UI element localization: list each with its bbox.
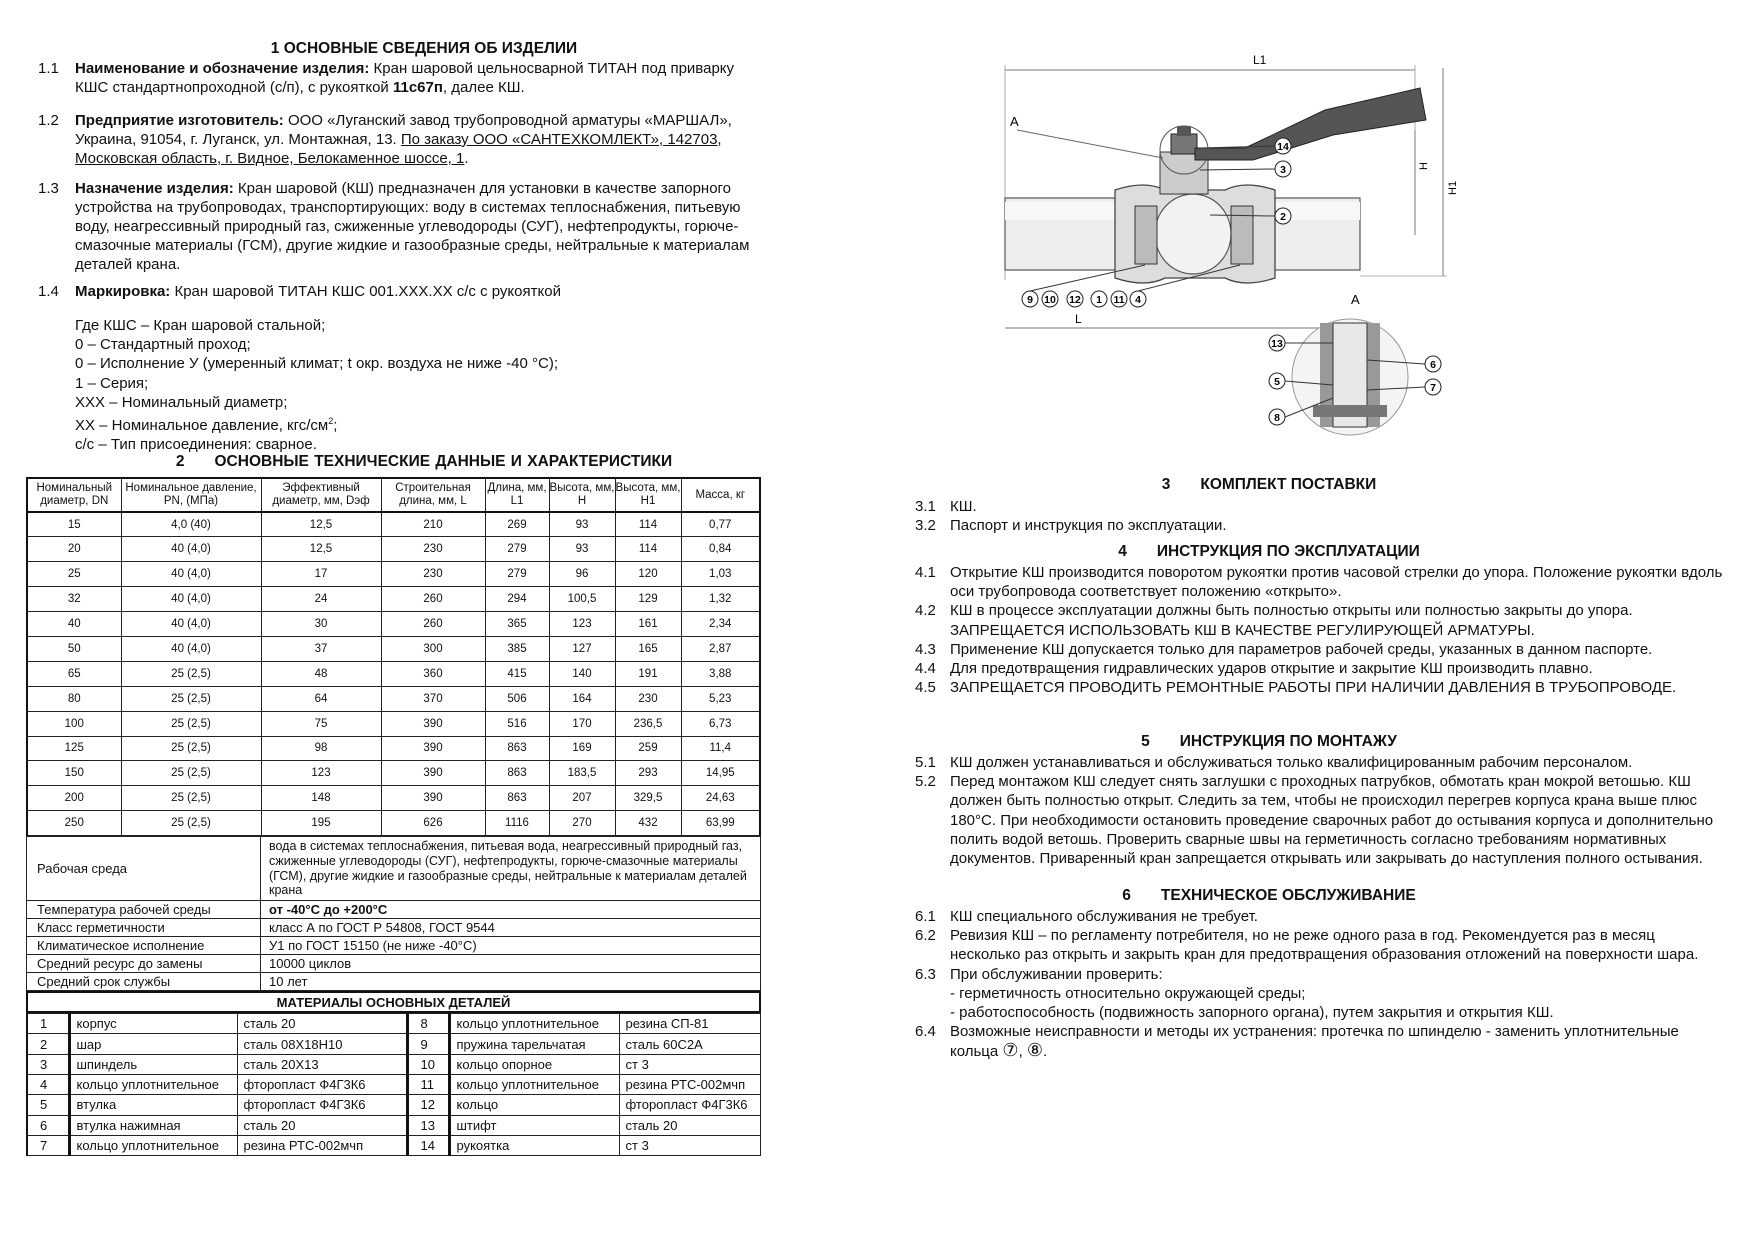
- list-item-text: Перед монтажом КШ следует снять заглушки с проходных патрубков, обмотать кран мокрой ветошью. КШ должен быть полностью открыт. Следить за тем, чтобы не происходил перегрев корпуса крана выше плюс 180°С. При необходимости остановить проведение сварочных работ до остывания корпуса и дополнительно полить водой ветошь. Проверить сварные швы на герметичность согласно требованиям нормативных документов. Приваренный кран запрещается открывать или закрывать до наступления полного остывания.: [950, 773, 1714, 868]
- spec-cell: 863: [485, 736, 549, 761]
- spec-cell: 123: [261, 761, 381, 786]
- spec-cell: 270: [549, 811, 615, 836]
- spec-row: [27, 636, 760, 661]
- col-h1: Высота, мм, H1: [615, 478, 681, 512]
- material-part: шар: [69, 1034, 237, 1054]
- spec-cell: 17: [261, 562, 381, 587]
- list-item: [915, 497, 1727, 516]
- spec-cell: 64: [261, 686, 381, 711]
- spec-row: [27, 711, 760, 736]
- spec-cell: 114: [615, 537, 681, 562]
- list-item: [915, 516, 1727, 535]
- spec-table: [26, 477, 761, 836]
- info-label: Климатическое исполнение: [27, 937, 261, 955]
- col-deff: Эффективный диаметр, мм, Dэф: [261, 478, 381, 512]
- col-dn: Номинальный диаметр, DN: [27, 478, 121, 512]
- spec-cell: 65: [27, 661, 121, 686]
- list-item-text: Применение КШ допускается только для параметров рабочей среды, указанных в данном паспорте.: [950, 640, 1653, 658]
- section-3: [915, 476, 1727, 535]
- spec-cell: 195: [261, 811, 381, 836]
- materials-title: МАТЕРИАЛЫ ОСНОВНЫХ ДЕТАЛЕЙ: [26, 991, 761, 1013]
- material-value: резина СП-81: [619, 1014, 761, 1034]
- spec-cell: 370: [381, 686, 485, 711]
- spec-row: [27, 811, 760, 836]
- section-6: [915, 887, 1727, 1062]
- info-value: класс А по ГОСТ Р 54808, ГОСТ 9544: [261, 919, 761, 937]
- leader-3: [1200, 169, 1275, 170]
- spec-cell: 40 (4,0): [121, 562, 261, 587]
- spec-cell: 40 (4,0): [121, 612, 261, 637]
- spec-cell: 415: [485, 661, 549, 686]
- valve-drawing: [995, 40, 1655, 460]
- spec-cell: 93: [549, 537, 615, 562]
- info-value: У1 по ГОСТ 15150 (не ниже -40°С): [261, 937, 761, 955]
- spec-cell: 2,34: [681, 612, 760, 637]
- spec-cell: 329,5: [615, 786, 681, 811]
- spec-cell: 12,5: [261, 512, 381, 537]
- material-part: шпиндель: [69, 1054, 237, 1074]
- list-item: [915, 563, 1727, 601]
- material-num: 2: [27, 1034, 69, 1054]
- spec-cell: 236,5: [615, 711, 681, 736]
- spec-cell: 390: [381, 761, 485, 786]
- spec-cell: 129: [615, 587, 681, 612]
- spec-cell: 127: [549, 636, 615, 661]
- material-num: 5: [27, 1095, 69, 1115]
- spec-cell: 230: [381, 562, 485, 587]
- spec-cell: 100,5: [549, 587, 615, 612]
- detail-a: [1269, 292, 1441, 435]
- spec-cell: 80: [27, 686, 121, 711]
- spec-cell: 37: [261, 636, 381, 661]
- spec-cell: 863: [485, 761, 549, 786]
- list-item: [915, 659, 1727, 678]
- material-num: 9: [407, 1034, 449, 1054]
- stem-nut: [1171, 134, 1197, 154]
- section-2-title: 2 ОСНОВНЫЕ ТЕХНИЧЕСКИЕ ДАННЫЕ И ХАРАКТЕРИСТИКИ: [175, 453, 673, 470]
- spec-cell: 25: [27, 562, 121, 587]
- section-4-list: [915, 563, 1727, 697]
- item-6-3: 6.3 При обслуживании проверить:: [915, 965, 1163, 983]
- spec-cell: 165: [615, 636, 681, 661]
- list-item-num: 3.1: [915, 498, 936, 515]
- list-item-text: Паспорт и инструкция по эксплуатации.: [950, 517, 1227, 535]
- spec-row: [27, 512, 760, 537]
- material-num: 8: [407, 1014, 449, 1034]
- ball: [1155, 194, 1231, 274]
- spec-cell: 230: [381, 537, 485, 562]
- col-h: Высота, мм, H: [549, 478, 615, 512]
- material-part: кольцо опорное: [449, 1054, 619, 1074]
- list-item: [915, 601, 1727, 639]
- material-row: [27, 1135, 761, 1155]
- pipe-highlight: [1005, 202, 1115, 220]
- info-label: Класс герметичности: [27, 919, 261, 937]
- section-5-list: [915, 753, 1727, 868]
- material-value: ст 3: [619, 1054, 761, 1074]
- spec-cell: 191: [615, 661, 681, 686]
- spec-cell: 293: [615, 761, 681, 786]
- spec-cell: 210: [381, 512, 485, 537]
- spec-cell: 279: [485, 562, 549, 587]
- spec-cell: 11,4: [681, 736, 760, 761]
- material-value: сталь 60С2А: [619, 1034, 761, 1054]
- material-value: резина РТС-002мчп: [619, 1074, 761, 1094]
- spec-cell: 25 (2,5): [121, 711, 261, 736]
- list-item-num: 5.1: [915, 754, 936, 771]
- spec-cell: 114: [615, 512, 681, 537]
- material-num: 3: [27, 1054, 69, 1074]
- spec-row: [27, 686, 760, 711]
- list-item: [915, 772, 1727, 868]
- spec-cell: 863: [485, 786, 549, 811]
- material-part: корпус: [69, 1014, 237, 1034]
- spec-cell: 123: [549, 612, 615, 637]
- stem-top: [1177, 126, 1191, 136]
- callout-11-text: 11: [1113, 294, 1125, 306]
- callout-8-text: 8: [1274, 412, 1280, 424]
- dim-l-label: L: [1075, 312, 1082, 326]
- spec-cell: 20: [27, 537, 121, 562]
- spec-cell: 170: [549, 711, 615, 736]
- section-5: [915, 733, 1727, 868]
- section-6-title: 6 ТЕХНИЧЕСКОЕ ОБСЛУЖИВАНИЕ: [1122, 887, 1416, 904]
- spec-cell: 0,77: [681, 512, 760, 537]
- material-value: фторопласт Ф4Г3К6: [237, 1074, 407, 1094]
- material-part: пружина тарельчатая: [449, 1034, 619, 1054]
- spec-cell: 390: [381, 711, 485, 736]
- spec-cell: 25 (2,5): [121, 686, 261, 711]
- medium-value: вода в системах теплоснабжения, питьевая вода, неагрессивный природный газ, сжиженные углеводороды (СУГ), нефтепродукты, горюче-смазочные материалы (ГСМ), другие жидкие и газообразные среды, нейтральные к материалам деталей крана: [261, 837, 761, 901]
- spec-row: [27, 537, 760, 562]
- list-item-num: 4.2: [915, 602, 936, 620]
- material-row: [27, 1074, 761, 1094]
- material-value: сталь 20: [237, 1115, 407, 1135]
- list-item-num: 3.2: [915, 517, 936, 535]
- spec-cell: 365: [485, 612, 549, 637]
- col-mass: Масса, кг: [681, 478, 760, 512]
- material-num: 4: [27, 1074, 69, 1094]
- spec-cell: 125: [27, 736, 121, 761]
- spec-cell: 516: [485, 711, 549, 736]
- spec-cell: 390: [381, 786, 485, 811]
- material-value: сталь 20: [619, 1115, 761, 1135]
- material-part: втулка нажимная: [69, 1115, 237, 1135]
- callout-3-text: 3: [1280, 164, 1286, 176]
- spec-cell: 2,87: [681, 636, 760, 661]
- spec-row: [27, 761, 760, 786]
- callout-14-text: 14: [1277, 141, 1289, 153]
- info-label: Температура рабочей среды: [27, 901, 261, 919]
- spec-cell: 5,23: [681, 686, 760, 711]
- material-num: 12: [407, 1095, 449, 1115]
- material-value: сталь 20Х13: [237, 1054, 407, 1074]
- spec-cell: 169: [549, 736, 615, 761]
- spec-cell: 25 (2,5): [121, 811, 261, 836]
- spec-cell: 25 (2,5): [121, 761, 261, 786]
- spec-cell: 3,88: [681, 661, 760, 686]
- material-value: сталь 08Х18Н10: [237, 1034, 407, 1054]
- material-part: втулка: [69, 1095, 237, 1115]
- callout-13-text: 13: [1271, 338, 1283, 350]
- callout-10-text: 10: [1044, 294, 1056, 306]
- spec-row: [27, 661, 760, 686]
- spec-cell: 24,63: [681, 786, 760, 811]
- spec-cell: 279: [485, 537, 549, 562]
- spec-cell: 50: [27, 636, 121, 661]
- callout-7-text: 7: [1430, 382, 1436, 394]
- para-1-2: 1.2 Предприятие изготовитель: ООО «Луганский завод трубопроводной арматуры «МАРШАЛ», Украина, 91054, г. Луганск, ул. Монтажная, 13. По заказу ООО «САНТЕХКОМЛЕКТ», 142703, Московская область, г. Видное, Белокаменное шоссе, 1.: [38, 112, 732, 167]
- materials-table: [26, 1013, 761, 1156]
- list-item-text: КШ в процессе эксплуатации должны быть полностью открыты или полностью закрыты до упора. ЗАПРЕЩАЕТСЯ ИСПОЛЬЗОВАТЬ КШ В КАЧЕСТВЕ РЕГУЛИРУЮЩЕЙ АРМАТУРЫ.: [950, 602, 1633, 639]
- material-num: 14: [407, 1135, 449, 1155]
- spec-cell: 140: [549, 661, 615, 686]
- spec-cell: 390: [381, 736, 485, 761]
- spec-cell: 294: [485, 587, 549, 612]
- section-5-title: 5 ИНСТРУКЦИЯ ПО МОНТАЖУ: [1141, 733, 1397, 750]
- material-num: 1: [27, 1014, 69, 1034]
- handle: [1195, 88, 1426, 160]
- info-table: [26, 836, 761, 991]
- material-part: штифт: [449, 1115, 619, 1135]
- section-3-title: 3 КОМПЛЕКТ ПОСТАВКИ: [1161, 476, 1377, 493]
- info-row: [27, 973, 761, 991]
- spec-cell: 98: [261, 736, 381, 761]
- spec-cell: 14,95: [681, 761, 760, 786]
- section-3-list: [915, 497, 1727, 535]
- spec-cell: 200: [27, 786, 121, 811]
- info-value: от -40°С до +200°С: [261, 901, 761, 919]
- spec-cell: 120: [615, 562, 681, 587]
- spec-cell: 626: [381, 811, 485, 836]
- spec-cell: 24: [261, 587, 381, 612]
- material-part: рукоятка: [449, 1135, 619, 1155]
- spec-cell: 260: [381, 587, 485, 612]
- seat-right: [1231, 206, 1253, 264]
- spec-row: [27, 786, 760, 811]
- list-item-text: Для предотвращения гидравлических ударов открытие и закрытие КШ производить плавно.: [950, 660, 1593, 678]
- spec-cell: 432: [615, 811, 681, 836]
- spec-cell: 269: [485, 512, 549, 537]
- info-row: [27, 937, 761, 955]
- seat-left: [1135, 206, 1157, 264]
- info-row: [27, 955, 761, 973]
- section-4: [915, 543, 1727, 697]
- list-item: [915, 753, 1727, 772]
- material-value: ст 3: [619, 1135, 761, 1155]
- col-l1: Длина, мм, L1: [485, 478, 549, 512]
- spec-cell: 40 (4,0): [121, 636, 261, 661]
- detail-a-label: A: [1351, 292, 1360, 307]
- para-1-4: 1.4 Маркировка: Кран шаровой ТИТАН КШС 001.ХХХ.ХХ с/с с рукояткой: [38, 283, 561, 300]
- spec-cell: 230: [615, 686, 681, 711]
- list-item-text: КШ должен устанавливаться и обслуживаться только квалифицированным рабочим персоналом.: [950, 754, 1633, 771]
- list-item-text: ЗАПРЕЩАЕТСЯ ПРОВОДИТЬ РЕМОНТНЫЕ РАБОТЫ ПРИ НАЛИЧИИ ДАВЛЕНИЯ В ТРУБОПРОВОДЕ.: [950, 679, 1677, 697]
- list-item: [915, 678, 1727, 697]
- spec-cell: 183,5: [549, 761, 615, 786]
- spec-cell: 100: [27, 711, 121, 736]
- medium-label: Рабочая среда: [27, 837, 261, 901]
- spec-cell: 48: [261, 661, 381, 686]
- spec-cell: 260: [381, 612, 485, 637]
- dim-h1-label: H1: [1447, 180, 1459, 195]
- item-6-3b: - работоспособность (подвижность запорного органа), путем закрытия и открытия КШ.: [950, 1004, 1554, 1022]
- spec-cell: 161: [615, 612, 681, 637]
- section-4-title: 4 ИНСТРУКЦИЯ ПО ЭКСПЛУАТАЦИИ: [1118, 543, 1420, 560]
- material-part: кольцо уплотнительное: [69, 1135, 237, 1155]
- spec-block: [26, 477, 761, 1156]
- list-item-num: 4.1: [915, 564, 936, 581]
- list-item-num: 4.3: [915, 640, 936, 658]
- spec-cell: 40: [27, 612, 121, 637]
- material-row: [27, 1054, 761, 1074]
- material-part: кольцо уплотнительное: [449, 1074, 619, 1094]
- material-value: фторопласт Ф4Г3К6: [237, 1095, 407, 1115]
- callout-9-text: 9: [1027, 294, 1033, 306]
- spec-cell: 0,84: [681, 537, 760, 562]
- view-a-label: A: [1010, 114, 1019, 129]
- spec-cell: 259: [615, 736, 681, 761]
- list-item-num: 4.5: [915, 679, 936, 697]
- material-value: резина РТС-002мчп: [237, 1135, 407, 1155]
- material-num: 6: [27, 1115, 69, 1135]
- info-value: 10000 циклов: [261, 955, 761, 973]
- info-value: 10 лет: [261, 973, 761, 991]
- callout-1-text: 1: [1096, 294, 1102, 306]
- material-part: кольцо уплотнительное: [69, 1074, 237, 1094]
- info-row: [27, 901, 761, 919]
- para-1-1: 1.1 Наименование и обозначение изделия: Кран шаровой цельносварной ТИТАН под приварку КШС стандартнопроходной (с/п), с рукояткой 11с67п, далее КШ.: [38, 60, 735, 96]
- detail-flange: [1313, 405, 1387, 417]
- spec-cell: 12,5: [261, 537, 381, 562]
- spec-row: [27, 587, 760, 612]
- spec-cell: 63,99: [681, 811, 760, 836]
- material-row: [27, 1115, 761, 1135]
- spec-cell: 25 (2,5): [121, 661, 261, 686]
- spec-cell: 150: [27, 761, 121, 786]
- info-row: [27, 919, 761, 937]
- list-item-num: 5.2: [915, 773, 936, 791]
- spec-cell: 32: [27, 587, 121, 612]
- para-1-3: 1.3 Назначение изделия: Кран шаровой (КШ) предназначен для установки в качестве запорного устройства на трубопроводах, транспортирующих: воду в системах теплоснабжения, питьевую воду, неагрессивный природный газ, сжиженные углеводороды (СУГ), нефтепродукты, горюче-смазочные материалы (ГСМ), другие жидкие и газообразные среды, нейтральные к материалам деталей крана.: [38, 180, 750, 273]
- spec-cell: 40 (4,0): [121, 537, 261, 562]
- section-1-title: 1 ОСНОВНЫЕ СВЕДЕНИЯ ОБ ИЗДЕЛИИ: [270, 40, 578, 57]
- list-item-num: 4.4: [915, 660, 936, 678]
- spec-cell: 93: [549, 512, 615, 537]
- callout-4-text: 4: [1135, 294, 1141, 306]
- spec-row: [27, 612, 760, 637]
- material-row: [27, 1014, 761, 1034]
- material-value: сталь 20: [237, 1014, 407, 1034]
- spec-cell: 1116: [485, 811, 549, 836]
- material-num: 11: [407, 1074, 449, 1094]
- spec-cell: 250: [27, 811, 121, 836]
- spec-row: [27, 562, 760, 587]
- spec-row: [27, 736, 760, 761]
- col-l: Строительная длина, мм, L: [381, 478, 485, 512]
- spec-cell: 4,0 (40): [121, 512, 261, 537]
- material-num: 13: [407, 1115, 449, 1135]
- callout-2-text: 2: [1280, 211, 1286, 223]
- spec-cell: 25 (2,5): [121, 786, 261, 811]
- callout-6-text: 6: [1430, 359, 1436, 371]
- list-item-text: КШ.: [950, 498, 977, 515]
- material-value: фторопласт Ф4Г3К6: [619, 1095, 761, 1115]
- list-item-text: Открытие КШ производится поворотом рукоятки против часовой стрелки до упора. Положение рукоятки вдоль оси трубопровода соответствует положению «открыто».: [950, 564, 1723, 601]
- material-row: [27, 1034, 761, 1054]
- col-pn: Номинальное давление, PN, (МПа): [121, 478, 261, 512]
- info-label: Средний срок службы: [27, 973, 261, 991]
- section-6-list: [915, 907, 1727, 1062]
- spec-cell: 385: [485, 636, 549, 661]
- spec-cell: 506: [485, 686, 549, 711]
- spec-cell: 15: [27, 512, 121, 537]
- spec-cell: 75: [261, 711, 381, 736]
- material-num: 7: [27, 1135, 69, 1155]
- dim-l1-label: L1: [1253, 53, 1267, 67]
- spec-cell: 300: [381, 636, 485, 661]
- item-6-2: 6.2 Ревизия КШ – по регламенту потребителя, но не реже одного раза в год. Рекомендуется раз в месяц несколько раз открыть и закрыть кран для предотвращения образования отложений на поверхности шара.: [915, 927, 1699, 964]
- spec-cell: 207: [549, 786, 615, 811]
- spec-cell: 40 (4,0): [121, 587, 261, 612]
- item-6-3a: - герметичность относительно окружающей среды;: [950, 984, 1306, 1002]
- view-a-leader: [1017, 130, 1163, 158]
- material-part: кольцо: [449, 1095, 619, 1115]
- spec-cell: 360: [381, 661, 485, 686]
- callout-12-text: 12: [1069, 294, 1081, 306]
- callout-5-text: 5: [1274, 376, 1280, 388]
- spec-cell: 148: [261, 786, 381, 811]
- material-row: [27, 1095, 761, 1115]
- spec-cell: 25 (2,5): [121, 736, 261, 761]
- spec-cell: 1,03: [681, 562, 760, 587]
- material-part: кольцо уплотнительное: [449, 1014, 619, 1034]
- material-num: 10: [407, 1054, 449, 1074]
- info-label: Средний ресурс до замены: [27, 955, 261, 973]
- dim-h-label: H: [1418, 162, 1430, 170]
- spec-cell: 96: [549, 562, 615, 587]
- list-item: [915, 640, 1727, 659]
- spec-cell: 164: [549, 686, 615, 711]
- item-6-4: 6.4 Возможные неисправности и методы их устранения: протечка по шпинделю - заменить уплотнительные кольца ⑦, ⑧.: [915, 1023, 1679, 1061]
- item-6-1: 6.1 КШ специального обслуживания не требует.: [915, 908, 1258, 925]
- marking-legend: Где КШС – Кран шаровой стальной; 0 – Стандартный проход; 0 – Исполнение У (умеренный климат; t окр. воздуха не ниже -40 °С); 1 – Серия; ХХХ – Номинальный диаметр; ХХ – Номинальное давление, кгс/$см^2$; с/с – Тип присоединения: сварное.: [75, 317, 559, 454]
- spec-cell: 6,73: [681, 711, 760, 736]
- spec-cell: 1,32: [681, 587, 760, 612]
- spec-cell: 30: [261, 612, 381, 637]
